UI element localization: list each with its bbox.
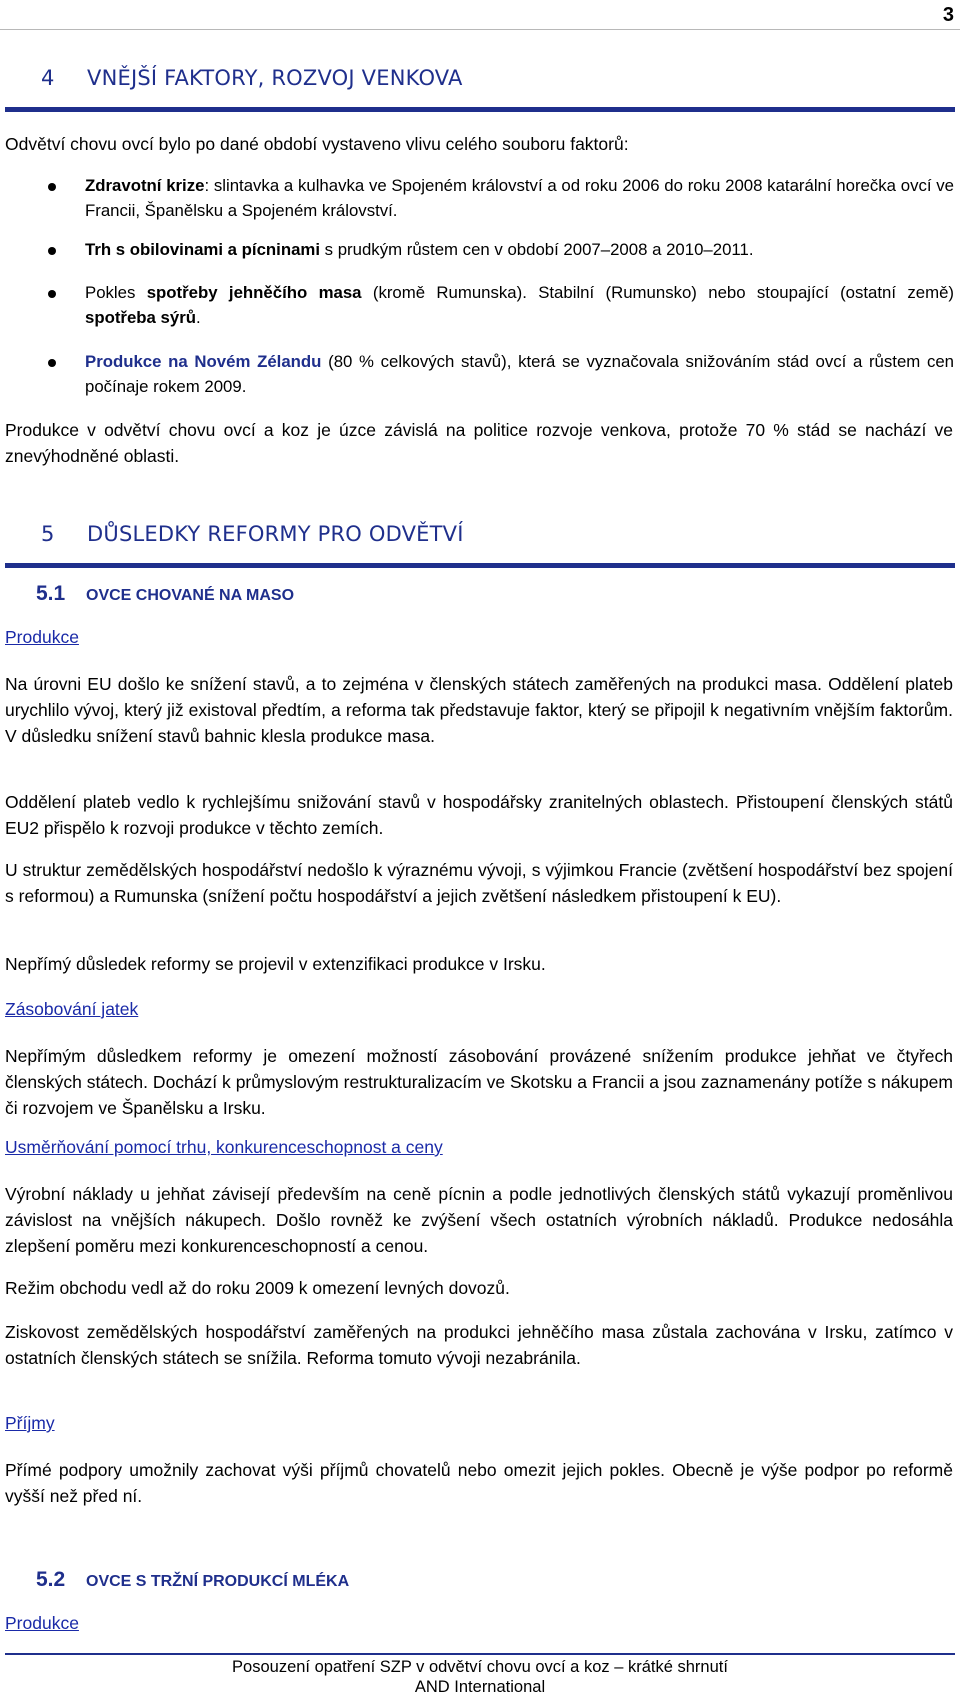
bullet-bold: Zdravotní krize [85, 176, 205, 195]
trh-paragraph-1: Výrobní náklady u jehňat závisejí především na ceně pícnin a podle jednotlivých členských států vykazují proměnlivou závislost na vnějších nákupech. Došlo rovněž ke zvýšení všech ostatních výrobních nákladů. Produkce nedosáhla zlepšení poměru mezi konkurenceschopností a cenou. [5, 1184, 953, 1256]
section-5-title: DŮSLEDKY REFORMY PRO ODVĚTVÍ [87, 522, 464, 546]
bullet-cereals [85, 237, 954, 262]
section-5-heading [41, 522, 464, 546]
section-5-number: 5 [41, 522, 55, 546]
jatky-heading: Zásobování jatek [5, 999, 139, 1019]
bullet-consumption [85, 280, 954, 330]
subsection-5-2-heading [36, 1568, 349, 1592]
produkce-paragraph-3: U struktur zemědělských hospodářství nedošlo k výraznému vývoji, s výjimkou Francie (zvětšení hospodářství bez spojení s reformou) a Rumunska (snížení počtu hospodářství a jejich zvětšení následkem přistoupení k EU). [5, 860, 953, 906]
section-4-rule [5, 107, 955, 112]
bullet-dot [48, 290, 56, 298]
header-rule [0, 29, 960, 30]
bullet-dot [48, 183, 56, 191]
produkce-paragraph-1: Na úrovni EU došlo ke snížení stavů, a to zejména v členských státech zaměřených na produkci masa. Oddělení plateb urychlilo vývoj, který již existoval předtím, a reforma tak představuje faktor, který se připojil k negativním vnějším faktorům. V důsledku snížení stavů bahnic klesla produkce masa. [5, 674, 953, 746]
footer-title: Posouzení opatření SZP v odvětví chovu ovcí a koz – krátké shrnutí [232, 1658, 728, 1676]
bullet-text: Pokles [85, 283, 147, 302]
bullet-dot [48, 247, 56, 255]
section-4-intro: Odvětví chovu ovcí bylo po dané období vystaveno vlivu celého souboru faktorů: [5, 134, 629, 154]
bullet-new-zealand [85, 349, 954, 399]
bullet-dot [48, 359, 56, 367]
jatky-paragraph-1: Nepřímým důsledkem reformy je omezení možností zásobování provázené snížením produkce jehňat ve čtyřech členských státech. Dochází k průmyslovým restrukturalizacím ve Skotsku a Francii a jsou zaznamenány potíže s nákupem či rozvojem ve Španělsku a Irsku. [5, 1046, 953, 1118]
subsection-title: OVCE S TRŽNÍ PRODUKCÍ MLÉKA [86, 1573, 350, 1590]
trh-paragraph-3: Ziskovost zemědělských hospodářství zaměřených na produkci jehněčího masa zůstala zachována v Irsku, zatímco v ostatních členských státech se snížila. Reforma tomuto vývoji nezabránila. [5, 1322, 953, 1368]
trh-heading: Usměrňování pomocí trhu, konkurenceschopnost a ceny [5, 1137, 443, 1157]
prijmy-heading: Příjmy [5, 1413, 55, 1433]
footer-rule [5, 1653, 955, 1655]
bullet-text: (kromě Rumunska). Stabilní (Rumunsko) nebo stoupající (ostatní země) [361, 283, 954, 302]
produkce-heading-5-2: Produkce [5, 1613, 79, 1633]
produkce-paragraph-4: Nepřímý důsledek reformy se projevil v extenzifikaci produkce v Irsku. [5, 954, 546, 974]
section-4-heading [41, 66, 463, 90]
bullet-bold: Trh s obilovinami a pícninami [85, 240, 320, 259]
footer-organization: AND International [414, 1678, 546, 1696]
bullet-text: : slintavka a kulhavka ve Spojeném království a od roku 2006 do roku 2008 katarální horečka ovcí ve Francii, Španělsku a Spojeném království. [85, 176, 954, 220]
bullet-health-crisis [85, 173, 954, 223]
subsection-title: OVCE CHOVANÉ NA MASO [86, 587, 295, 604]
bullet-text: (80 % celkových stavů), která se vyznačovala snižováním stád ovcí a růstem cen počínaje rokem 2009. [85, 352, 954, 396]
prijmy-paragraph-1: Přímé podpory umožnily zachovat výši příjmů chovatelů nebo omezit jejich pokles. Obecně je výše podpor po reformě vyšší než před ní. [5, 1460, 953, 1506]
subsection-5-1-heading [36, 582, 294, 606]
produkce-paragraph-2: Oddělení plateb vedlo k rychlejšímu snižování stavů v hospodářsky zranitelných oblastech. Přistoupení členských států EU2 přispělo k rozvoji produkce v těchto zemích. [5, 792, 953, 838]
section-4-number: 4 [41, 66, 55, 90]
section-4-title: VNĚJŠÍ FAKTORY, ROZVOJ VENKOVA [87, 66, 463, 90]
produkce-heading: Produkce [5, 627, 79, 647]
page-number: 3 [942, 4, 954, 26]
trh-paragraph-2: Režim obchodu vedl až do roku 2009 k omezení levných dovozů. [5, 1278, 510, 1298]
bullet-bold: spotřeba sýrů [85, 308, 196, 327]
section-4-closing: Produkce v odvětví chovu ovcí a koz je úzce závislá na politice rozvoje venkova, protože 70 % stád se nachází ve znevýhodněné oblasti. [5, 420, 953, 466]
bullet-bold: Produkce na Novém Zélandu [85, 352, 322, 371]
bullet-text: . [195, 308, 201, 327]
subsection-number: 5.1 [36, 582, 66, 605]
section-5-rule [5, 563, 955, 568]
subsection-number: 5.2 [36, 1568, 66, 1591]
bullet-text: s prudkým růstem cen v období 2007–2008 a 2010–2011. [320, 240, 754, 259]
bullet-bold: spotřeby jehněčího masa [146, 283, 362, 302]
